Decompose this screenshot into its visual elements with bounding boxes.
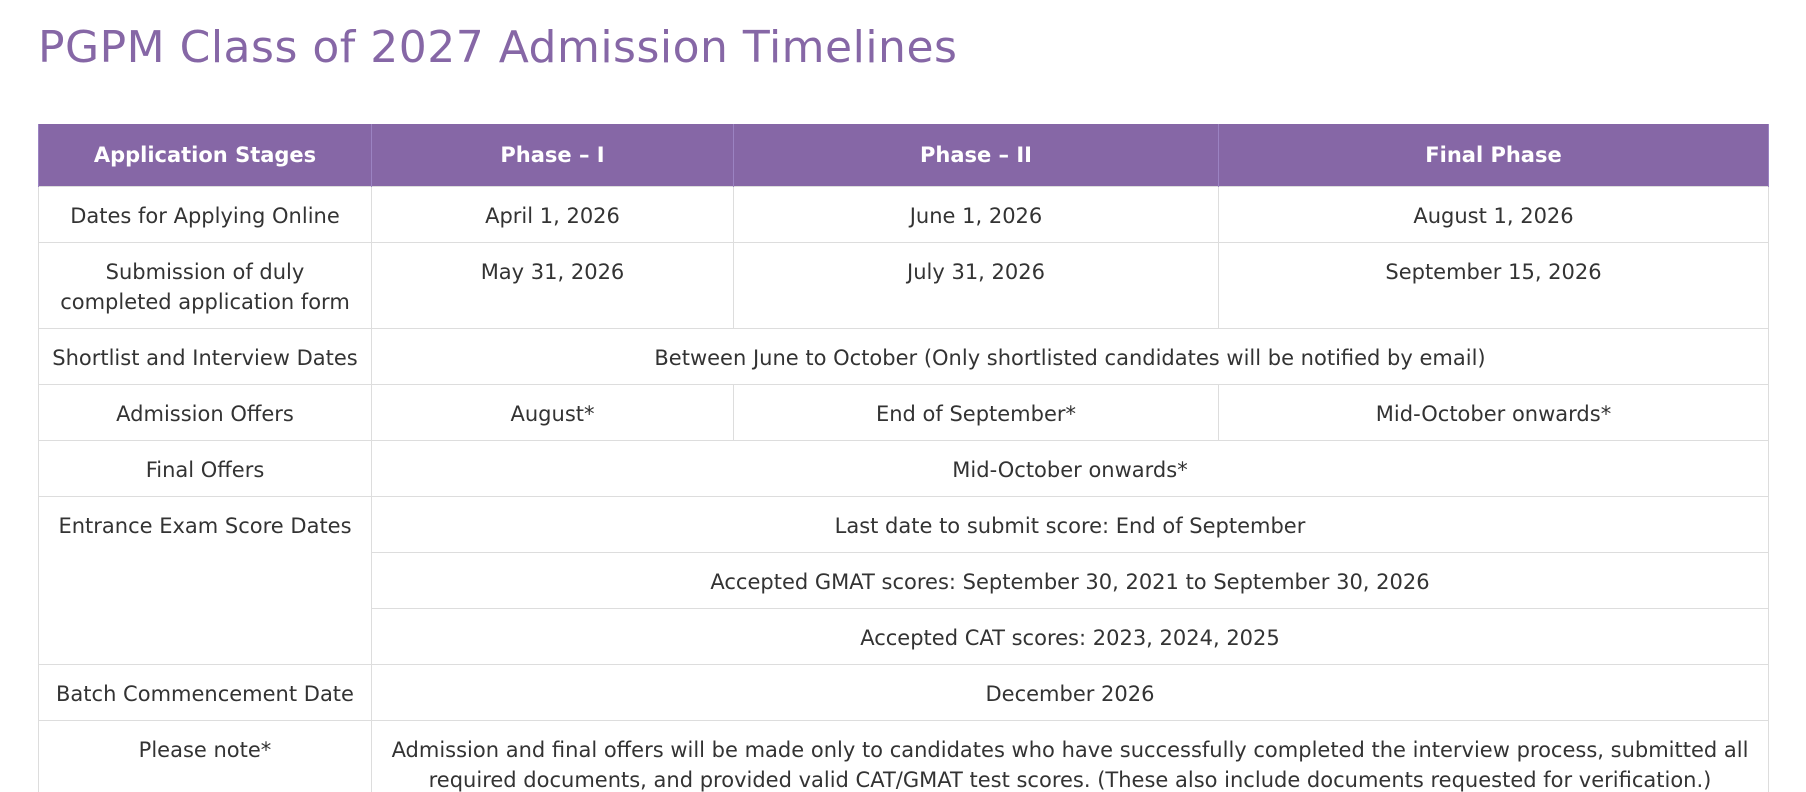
admission-offers-phase-2: End of September* [734, 384, 1219, 440]
entrance-exam-last-date: Last date to submit score: End of September [372, 496, 1769, 552]
header-application-stages: Application Stages [39, 124, 372, 186]
row-label-batch-commencement: Batch Commencement Date [39, 664, 372, 720]
shortlist-value: Between June to October (Only shortlisted candidates will be notified by email) [372, 328, 1769, 384]
row-label-shortlist: Shortlist and Interview Dates [39, 328, 372, 384]
table-row [39, 186, 1769, 242]
table-row [39, 384, 1769, 440]
final-offers-value: Mid-October onwards* [372, 440, 1769, 496]
table-row [39, 440, 1769, 496]
table-row [39, 242, 1769, 328]
table-header [39, 124, 1769, 186]
table-row [39, 328, 1769, 384]
row-label-applying-online: Dates for Applying Online [39, 186, 372, 242]
admission-offers-final-phase: Mid-October onwards* [1219, 384, 1769, 440]
header-phase-1: Phase – I [372, 124, 734, 186]
header-final-phase: Final Phase [1219, 124, 1769, 186]
header-phase-2: Phase – II [734, 124, 1219, 186]
applying-online-phase-1: April 1, 2026 [372, 186, 734, 242]
table-row [39, 664, 1769, 720]
row-label-entrance-exam: Entrance Exam Score Dates [39, 496, 372, 664]
applying-online-final-phase: August 1, 2026 [1219, 186, 1769, 242]
row-label-final-offers: Final Offers [39, 440, 372, 496]
admission-timeline-table [38, 124, 1769, 792]
row-label-submission: Submission of duly completed application form [39, 242, 372, 328]
row-label-please-note: Please note* [39, 720, 372, 792]
entrance-exam-gmat: Accepted GMAT scores: September 30, 2021 to September 30, 2026 [372, 552, 1769, 608]
table-body [39, 186, 1769, 792]
table-row [39, 720, 1769, 792]
submission-final-phase: September 15, 2026 [1219, 242, 1769, 328]
applying-online-phase-2: June 1, 2026 [734, 186, 1219, 242]
table-row [39, 496, 1769, 552]
page-title: PGPM Class of 2027 Admission Timelines [38, 22, 958, 73]
row-label-admission-offers: Admission Offers [39, 384, 372, 440]
submission-phase-2: July 31, 2026 [734, 242, 1219, 328]
header-row [39, 124, 1769, 186]
batch-commencement-value: December 2026 [372, 664, 1769, 720]
submission-phase-1: May 31, 2026 [372, 242, 734, 328]
admission-offers-phase-1: August* [372, 384, 734, 440]
please-note-value: Admission and final offers will be made only to candidates who have successfully completed the interview process, submitted all required documents, and provided valid CAT/GMAT test scores. (These also include documents requested for verification.) [372, 720, 1769, 792]
entrance-exam-cat: Accepted CAT scores: 2023, 2024, 2025 [372, 608, 1769, 664]
